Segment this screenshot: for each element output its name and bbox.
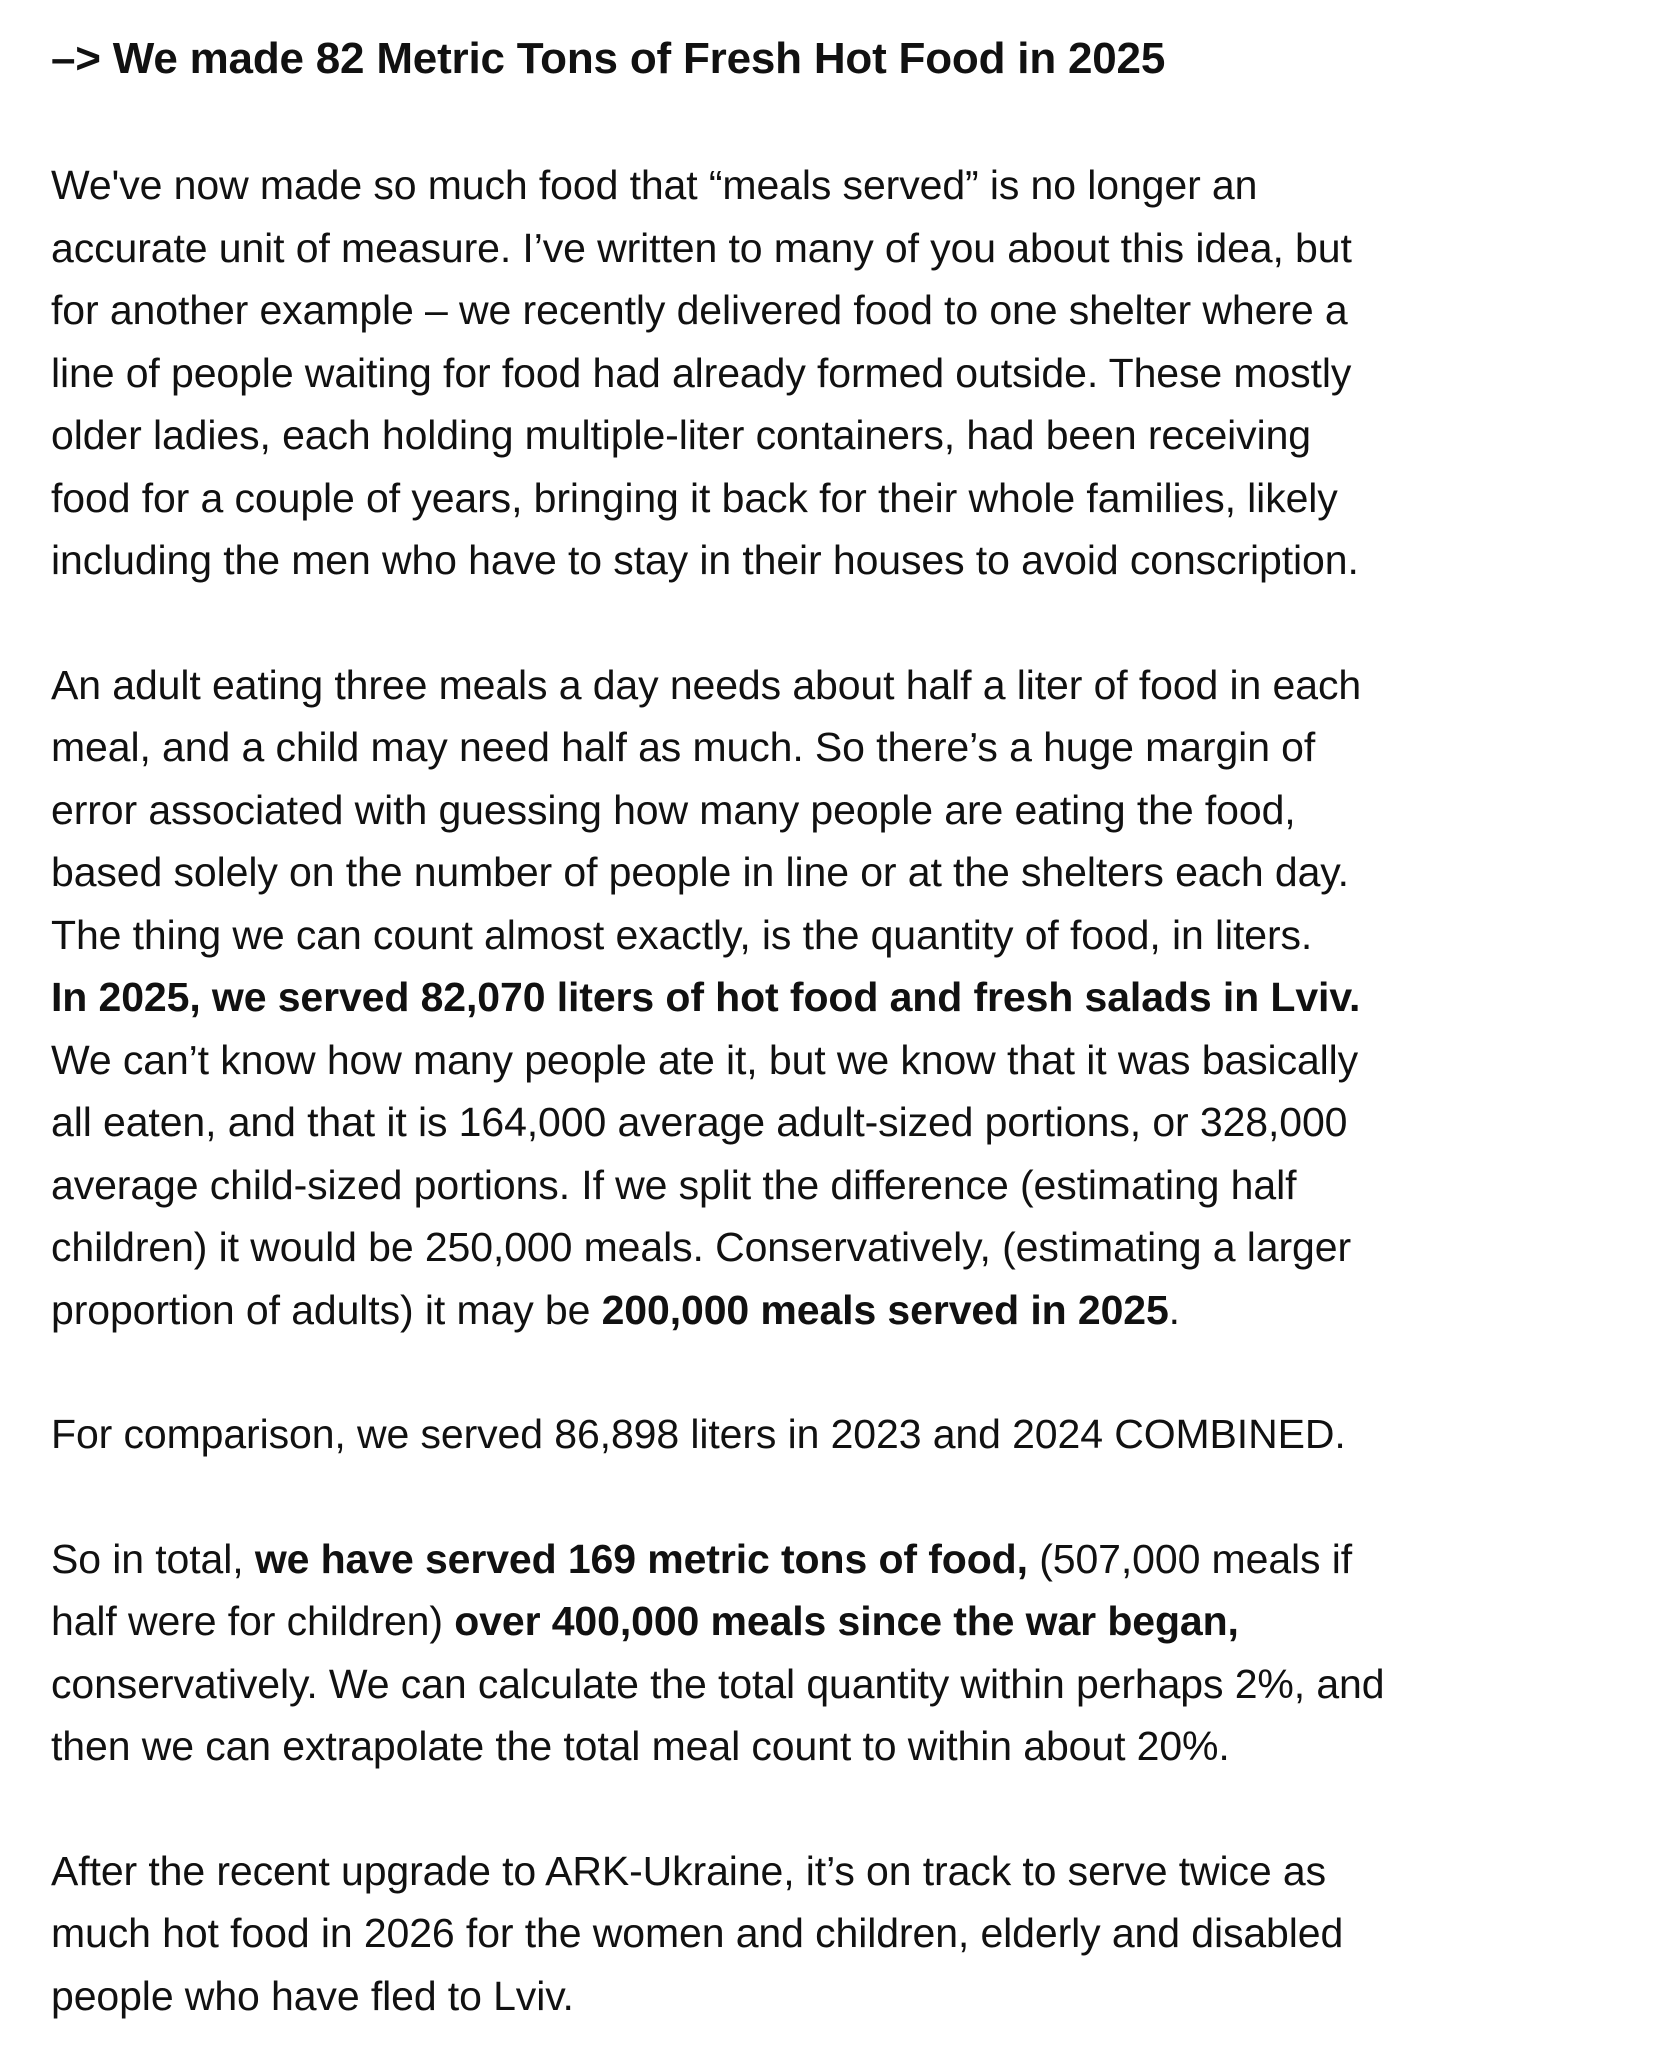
text-line: including the men who have to stay in their houses to avoid conscription. — [51, 537, 1359, 583]
text-line — [51, 1590, 1636, 1653]
text-line: accurate unit of measure. I’ve written to many of you about this idea, but — [51, 224, 1352, 271]
text-line: For comparison, we served 86,898 liters in 2023 and 2024 COMBINED. — [51, 1411, 1346, 1457]
text-line: food for a couple of years, bringing it back for their whole families, likely — [51, 474, 1338, 521]
section-heading: –> We made 82 Metric Tons of Fresh Hot Food in 2025 — [51, 34, 1166, 83]
document-page — [51, 30, 1636, 2027]
text-line — [51, 1528, 1636, 1591]
text-line: for another example – we recently delivered food to one shelter where a — [51, 287, 1348, 333]
text-line: The thing we can count almost exactly, is the quantity of food, in liters. — [51, 911, 1313, 958]
text-line: average child-sized portions. If we split the difference (estimating half — [51, 1161, 1297, 1208]
text-line: An adult eating three meals a day needs about half a liter of food in each — [51, 661, 1362, 708]
text-line: error associated with guessing how many people are eating the food, — [51, 786, 1296, 833]
highlight-total-meals: over 400,000 meals since the war began, — [454, 1598, 1239, 1644]
text-line: then we can extrapolate the total meal count to within about 20%. — [51, 1723, 1230, 1769]
paragraph-liters-calculation — [51, 654, 1636, 1342]
paragraph-total — [51, 1528, 1636, 1778]
paragraph-comparison — [51, 1403, 1636, 1466]
text-segment: . — [1168, 1286, 1180, 1333]
text-segment: (507,000 meals if — [1027, 1535, 1353, 1582]
text-line: conservatively. We can calculate the total quantity within perhaps 2%, and — [51, 1660, 1385, 1707]
text-line: children) it would be 250,000 meals. Conservatively, (estimating a larger — [51, 1224, 1352, 1270]
text-line: line of people waiting for food had already formed outside. These mostly — [51, 349, 1352, 396]
text-line — [51, 1279, 1636, 1342]
highlight-liters-served: In 2025, we served 82,070 liters of hot food and fresh salads in Lviv. — [51, 974, 1361, 1020]
text-segment: proportion of adults) it may be — [51, 1286, 602, 1333]
text-line: We can’t know how many people ate it, but we know that it was basically — [51, 1036, 1359, 1083]
highlight-total-tons: we have served 169 metric tons of food, — [254, 1535, 1028, 1582]
text-line: After the recent upgrade to ARK-Ukraine, it’s on track to serve twice as — [51, 1847, 1327, 1894]
text-line: older ladies, each holding multiple-liter containers, had been receiving — [51, 412, 1311, 458]
paragraph-outlook — [51, 1840, 1636, 2028]
paragraph-meals-unit — [51, 154, 1636, 592]
text-line: We've now made so much food that “meals served” is no longer an — [51, 162, 1258, 208]
text-line: based solely on the number of people in line or at the shelters each day. — [51, 849, 1349, 895]
highlight-meals-served: 200,000 meals served in 2025 — [601, 1286, 1169, 1333]
text-line: meal, and a child may need half as much. So there’s a huge margin of — [51, 724, 1316, 770]
text-segment: So in total, — [51, 1535, 255, 1582]
text-line: people who have fled to Lviv. — [51, 1972, 574, 2019]
text-line: much hot food in 2026 for the women and children, elderly and disabled — [51, 1910, 1344, 1956]
text-segment: half were for children) — [51, 1598, 455, 1644]
text-line: all eaten, and that it is 164,000 average adult-sized portions, or 328,000 — [51, 1099, 1348, 1145]
